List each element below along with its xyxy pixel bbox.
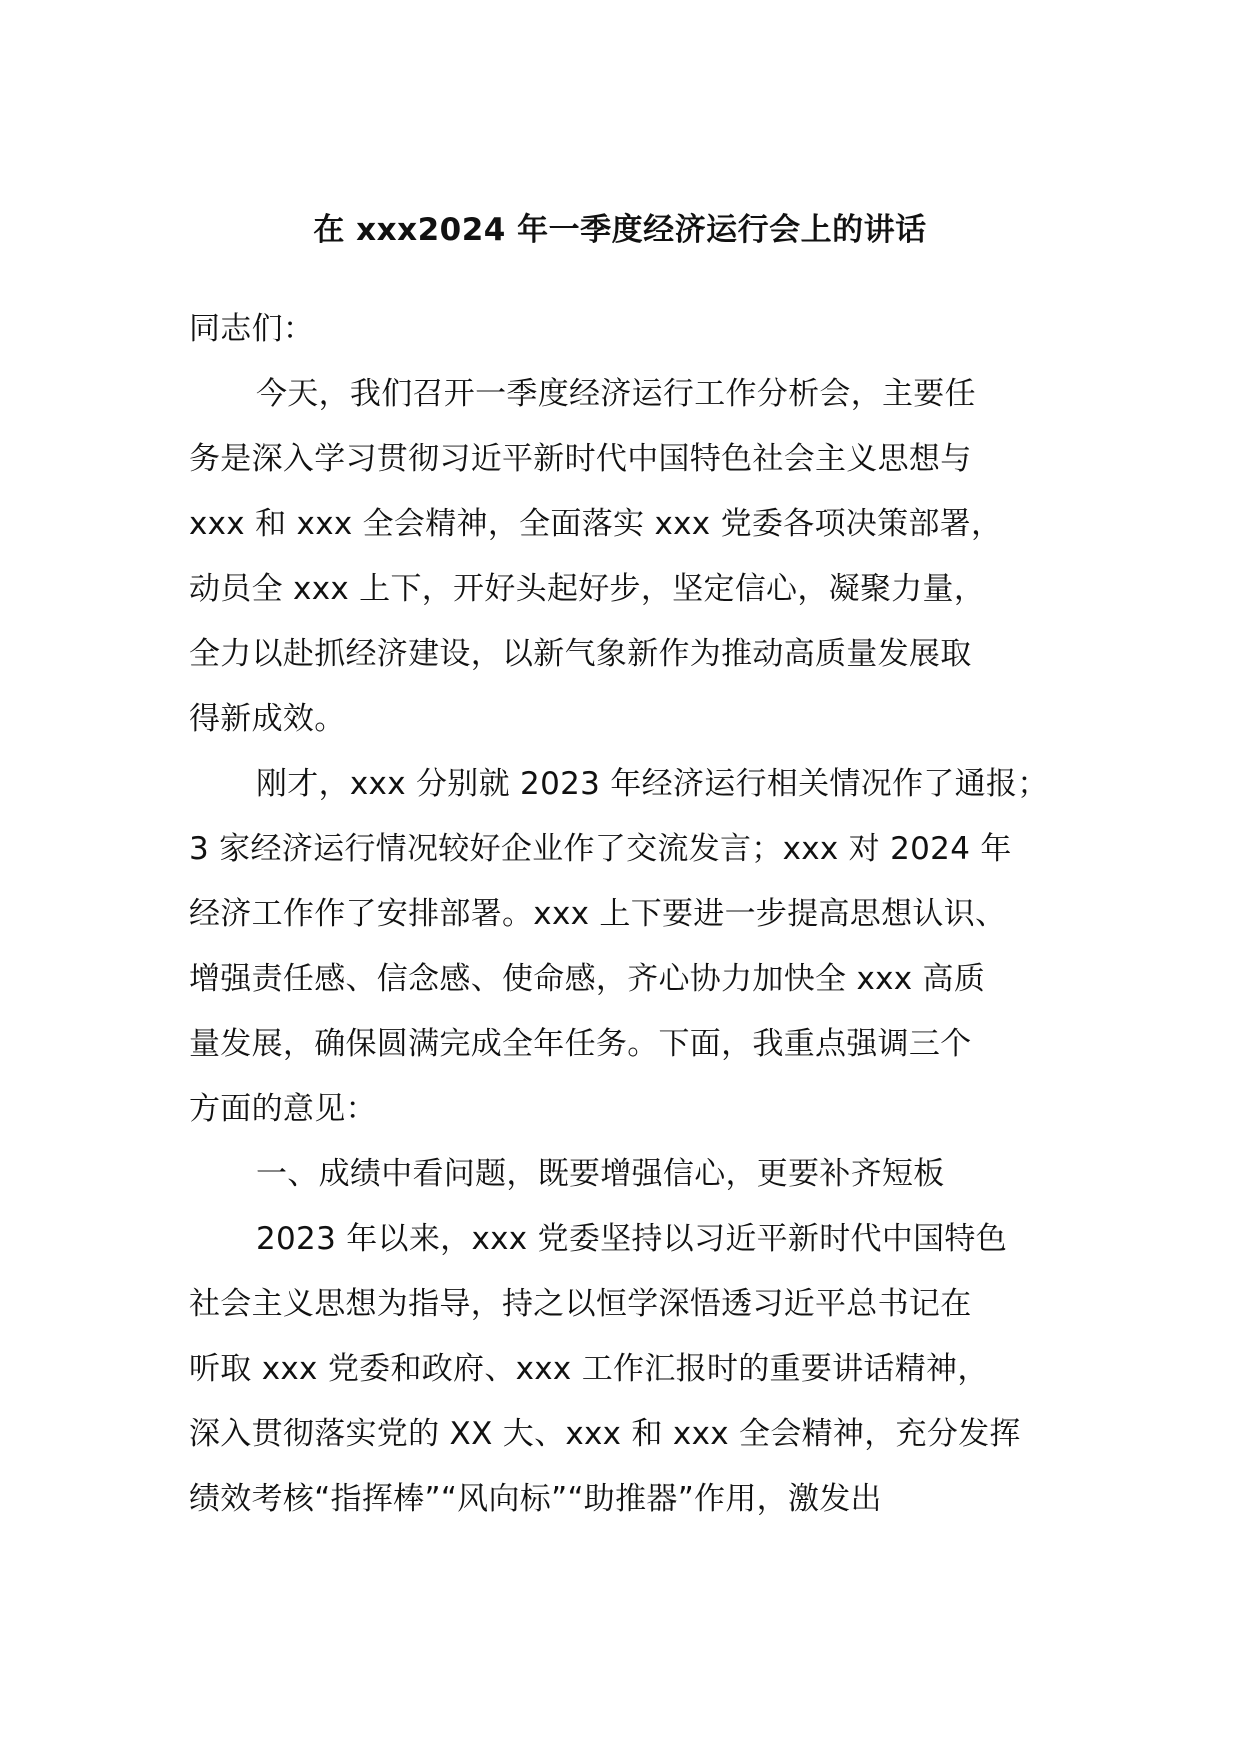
body-line: 方面的意见：	[189, 1091, 377, 1127]
body-line: 听取 xxx 党委和政府、xxx 工作汇报时的重要讲话精神，	[189, 1351, 989, 1387]
document-title: 在 xxx2024 年一季度经济运行会上的讲话	[313, 212, 927, 248]
body-line: 量发展，确保圆满完成全年任务。下面，我重点强调三个	[189, 1026, 972, 1062]
body-line: 动员全 xxx 上下，开好头起好步，坚定信心，凝聚力量，	[189, 571, 986, 607]
body-line: 得新成效。	[189, 701, 346, 737]
body-line: 经济工作作了安排部署。xxx 上下要进一步提高思想认识、	[189, 896, 1007, 932]
body-line: xxx 和 xxx 全会精神，全面落实 xxx 党委各项决策部署，	[189, 506, 1003, 542]
body-line: 2023 年以来，xxx 党委坚持以习近平新时代中国特色	[256, 1221, 1008, 1257]
body-line: 3 家经济运行情况较好企业作了交流发言；xxx 对 2024 年	[189, 831, 1012, 867]
body-line: 深入贯彻落实党的 XX 大、xxx 和 xxx 全会精神，充分发挥	[189, 1416, 1021, 1452]
section-heading: 一、成绩中看问题，既要增强信心，更要补齐短板	[256, 1156, 945, 1192]
body-line: 今天，我们召开一季度经济运行工作分析会，主要任	[256, 376, 976, 412]
body-line: 务是深入学习贯彻习近平新时代中国特色社会主义思想与	[189, 441, 972, 477]
body-line: 全力以赴抓经济建设，以新气象新作为推动高质量发展取	[189, 636, 972, 672]
body-line: 绩效考核“指挥棒”“风向标”“助推器”作用，激发出	[189, 1481, 882, 1517]
body-line: 增强责任感、信念感、使命感，齐心协力加快全 xxx 高质	[189, 961, 986, 997]
body-line: 社会主义思想为指导，持之以恒学深悟透习近平总书记在	[189, 1286, 972, 1322]
body-line: 刚才，xxx 分别就 2023 年经济运行相关情况作了通报；	[256, 766, 1049, 802]
salutation-line: 同志们：	[189, 311, 315, 347]
